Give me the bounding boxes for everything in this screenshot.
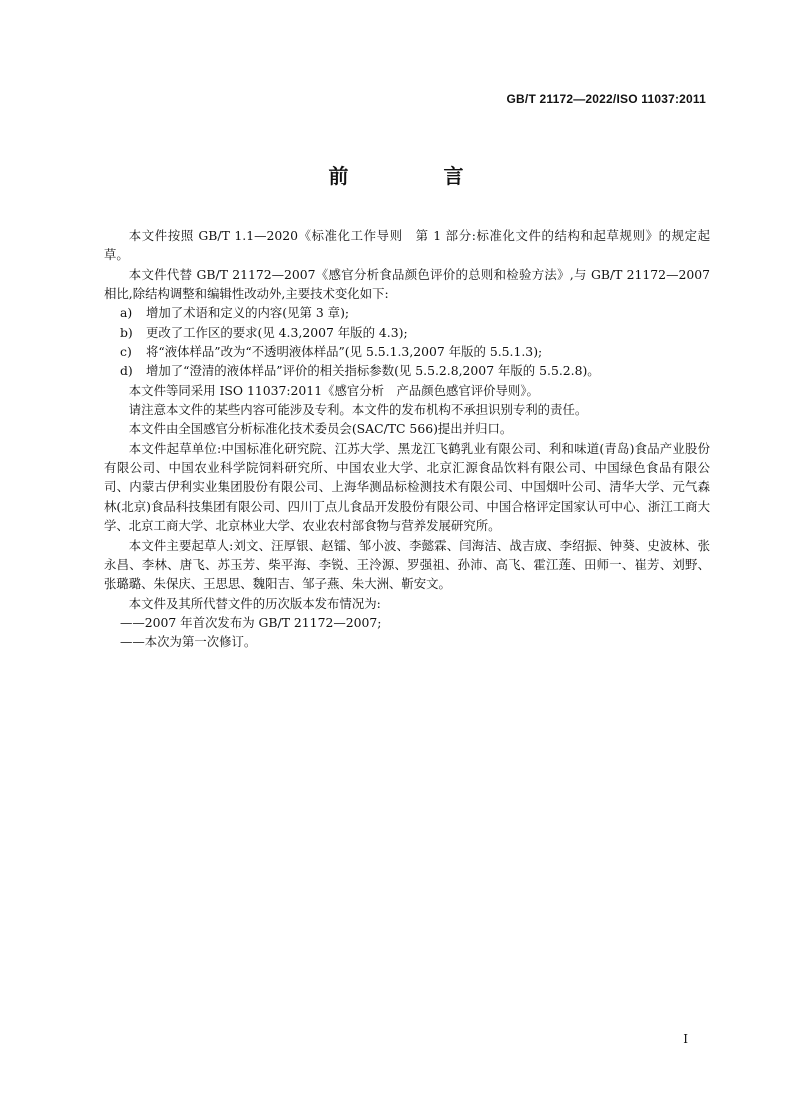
list-item: [104, 361, 710, 380]
page-title: 前 言: [328, 164, 508, 188]
paragraph-committee: 本文件由全国感官分析标准化技术委员会(SAC/TC 566)提出并归口。: [128, 421, 513, 437]
list-marker: c): [120, 344, 132, 360]
history-item: ——本次为第一次修订。: [120, 634, 257, 650]
list-item: [104, 303, 710, 322]
paragraph-iso-adoption: 本文件等同采用 ISO 11037:2011《感官分析 产品颜色感官评价导则》。: [128, 382, 539, 398]
history-item: ——2007 年首次发布为 GB/T 21172—2007;: [120, 614, 382, 630]
paragraph-drafters: 本文件主要起草人:刘文、汪厚银、赵镭、邹小波、李懿霖、闫海洁、战吉宬、李绍振、钟葵、史波林、张永昌、李林、唐飞、苏玉芳、柴平海、李锐、王泠源、罗强祖、孙沛、高飞、霍江莲、田师一、崔芳、刘野、张璐璐、朱保庆、王思思、魏阳吉、邹子燕、朱大洲、靳安文。: [104, 537, 710, 592]
list-item-text: 更改了工作区的要求(见 4.3,2007 年版的 4.3);: [146, 324, 408, 340]
list-marker: b): [120, 324, 133, 340]
paragraph-drafting-rules: 本文件按照 GB/T 1.1—2020《标准化工作导则 第 1 部分:标准化文件的结构和起草规则》的规定起草。: [104, 228, 710, 263]
paragraph-drafting-units: 本文件起草单位:中国标准化研究院、江苏大学、黑龙江飞鹤乳业有限公司、利和味道(青岛)食品产业股份有限公司、中国农业科学院饲料研究所、中国农业大学、北京汇源食品饮料有限公司、中国绿色食品有限公司、内蒙古伊利实业集团股份有限公司、上海华测品标检测技术有限公司、中国烟叶公司、清华大学、元气森林(北京)食品科技集团有限公司、四川丁点儿食品开发股份有限公司、中国合格评定国家认可中心、浙江工商大学、北京工商大学、北京林业大学、农业农村部食物与营养发展研究所。: [104, 440, 710, 534]
standard-code-header: GB/T 21172—2022/ISO 11037:2011: [506, 92, 706, 106]
list-item: [104, 323, 710, 342]
list-item-text: 增加了“澄清的液体样品”评价的相关指标参数(见 5.5.2.8,2007 年版的 5.5.2.8)。: [146, 363, 600, 379]
page-number: I: [683, 1032, 688, 1046]
list-item-text: 将“液体样品”改为“不透明液体样品”(见 5.5.1.3,2007 年版的 5.5.1.3);: [146, 344, 543, 360]
list-marker: a): [120, 305, 133, 321]
list-marker: d): [120, 363, 133, 379]
document-body: [104, 226, 710, 652]
list-item: [104, 342, 710, 361]
paragraph-replacement: 本文件代替 GB/T 21172—2007《感官分析食品颜色评价的总则和检验方法》,与 GB/T 21172—2007 相比,除结构调整和编辑性改动外,主要技术变化如下:: [104, 266, 710, 302]
paragraph-history-intro: 本文件及其所代替文件的历次版本发布情况为:: [128, 595, 381, 611]
list-item-text: 增加了术语和定义的内容(见第 3 章);: [146, 305, 350, 321]
paragraph-patent-notice: 请注意本文件的某些内容可能涉及专利。本文件的发布机构不承担识别专利的责任。: [128, 402, 588, 418]
